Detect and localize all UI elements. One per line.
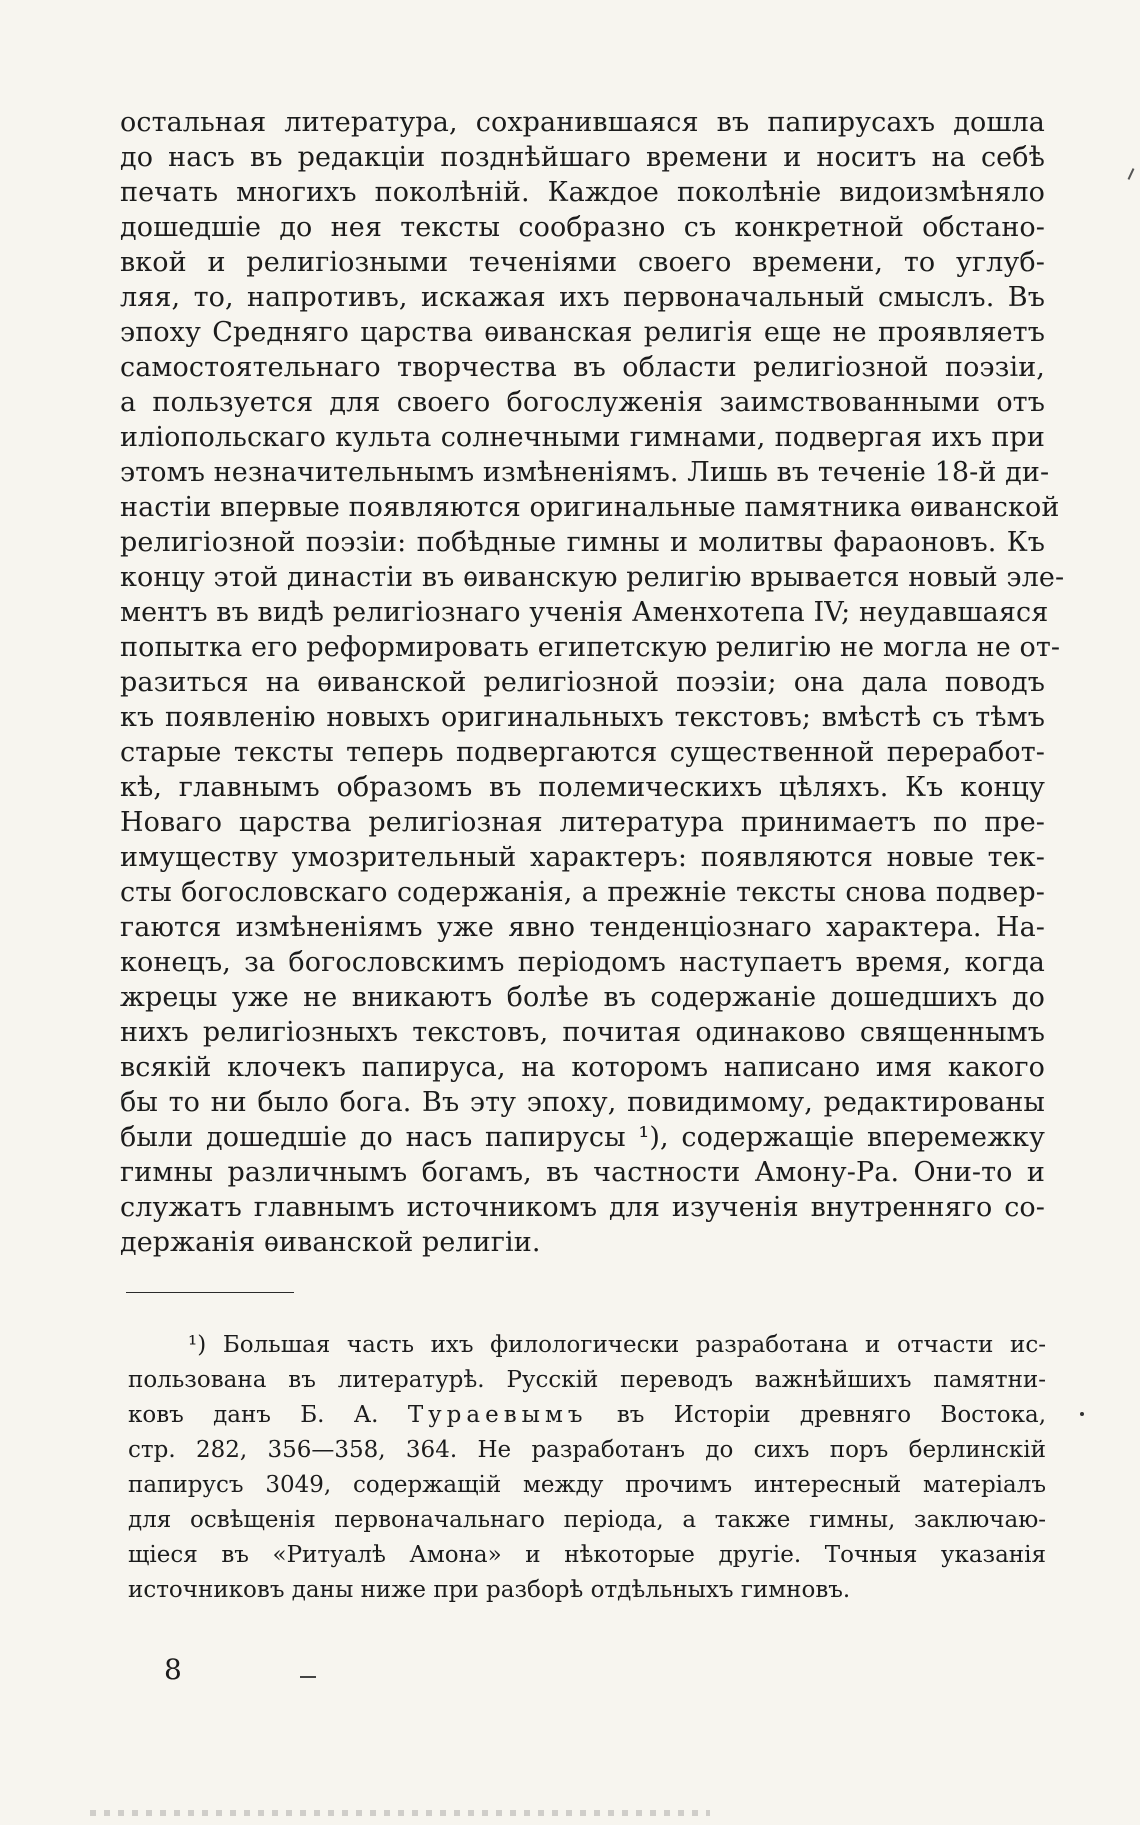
- text-line: служатъ главнымъ источникомъ для изученія внутренняго со-: [120, 1192, 1045, 1223]
- text-line: имуществу умозрительный характеръ: появляются новые тек-: [120, 842, 1045, 873]
- footnote-separator: [126, 1292, 294, 1293]
- text-line: сты богословскаго содержанія, а прежніе тексты снова подвер-: [120, 877, 1045, 908]
- text-line: ляя, то, напротивъ, искажая ихъ первоначальный смыслъ. Въ: [120, 282, 1045, 313]
- text-line: а пользуется для своего богослуженія заимствованными отъ: [120, 387, 1045, 418]
- text-line: кѣ, главнымъ образомъ въ полемическихъ цѣляхъ. Къ концу: [120, 772, 1045, 803]
- footnote-line-post: въ Исторіи древняго Востока,: [616, 1402, 1047, 1428]
- text-line: гимны различнымъ богамъ, въ частности Амону-Ра. Они-то и: [120, 1157, 1045, 1188]
- footnote-line-pre: ковъ данъ Б. А.: [128, 1402, 379, 1428]
- text-line: всякій клочекъ папируса, на которомъ написано имя какого: [120, 1052, 1045, 1083]
- text-line: конецъ, за богословскимъ періодомъ наступаетъ время, когда: [120, 947, 1045, 978]
- text-line: нихъ религіозныхъ текстовъ, почитая одинаково священнымъ: [120, 1017, 1045, 1048]
- text-line: Новаго царства религіозная литература принимаетъ по пре-: [120, 807, 1045, 838]
- text-line: этомъ незначительнымъ измѣненіямъ. Лишь въ теченіе 18-й ди-: [120, 457, 1050, 488]
- text-line: иліопольскаго культа солнечными гимнами, подвергая ихъ при: [120, 422, 1045, 453]
- text-line: настіи впервые появляются оригинальные памятника ѳиванской: [120, 492, 1060, 523]
- stray-mark: [300, 1676, 316, 1678]
- text-line: разиться на ѳиванской религіозной поэзіи; она дала поводъ: [120, 667, 1045, 698]
- main-text-block: [120, 105, 1065, 1260]
- text-line: гаются измѣненіямъ уже явно тенденціознаго характера. На-: [120, 912, 1045, 943]
- footnote-line: [128, 1398, 1046, 1433]
- text-line: бы то ни было бога. Въ эту эпоху, повидимому, редактированы: [120, 1087, 1045, 1118]
- text-line: остальная литература, сохранившаяся въ папирусахъ дошла: [120, 107, 1045, 138]
- footnote-line: папирусъ 3049, содержащій между прочимъ интересный матеріалъ: [128, 1472, 1046, 1498]
- footnote-line-last: источниковъ даны ниже при разборѣ отдѣльныхъ гимновъ.: [128, 1577, 851, 1603]
- text-line: концу этой династіи въ ѳиванскую религію врывается новый эле-: [120, 562, 1065, 593]
- footnote-line: для освѣщенія первоначальнаго періода, а также гимны, заключаю-: [128, 1507, 1046, 1533]
- footnote-line: щіеся въ «Ритуалѣ Амона» и нѣкоторые другіе. Точныя указанія: [128, 1542, 1046, 1568]
- text-line: до насъ въ редакціи позднѣйшаго времени и носитъ на себѣ: [120, 142, 1045, 173]
- text-line: попытка его реформировать египетскую религію не могла не от-: [120, 632, 1061, 663]
- ink-speck: [1080, 1412, 1084, 1416]
- footnote-line: ¹) Большая часть ихъ филологически разработана и отчасти ис-: [188, 1332, 1046, 1358]
- text-line: печать многихъ поколѣній. Каждое поколѣніе видоизмѣняло: [120, 177, 1045, 208]
- footnote-block: [128, 1328, 1046, 1608]
- text-line: старые тексты теперь подвергаются существенной переработ-: [120, 737, 1045, 768]
- text-line: эпоху Средняго царства ѳиванская религія еще не проявляетъ: [120, 317, 1045, 348]
- author-name-spaced: Тураевымъ: [407, 1402, 588, 1428]
- footnote-line: стр. 282, 356—358, 364. Не разработанъ до сихъ поръ берлинскій: [128, 1437, 1046, 1463]
- text-line: къ появленію новыхъ оригинальныхъ текстовъ; вмѣстѣ съ тѣмъ: [120, 702, 1045, 733]
- footnote-line: пользована въ литературѣ. Русскій переводъ важнѣйшихъ памятни-: [128, 1367, 1046, 1393]
- page-number: 8: [164, 1653, 182, 1686]
- text-line: вкой и религіозными теченіями своего времени, то углуб-: [120, 247, 1045, 278]
- text-line: были дошедшіе до насъ папирусы ¹), содержащіе вперемежку: [120, 1122, 1045, 1153]
- text-line: самостоятельнаго творчества въ области религіозной поэзіи,: [120, 352, 1045, 383]
- text-line: ментъ въ видѣ религіознаго ученія Аменхотепа IV; неудавшаяся: [120, 597, 1049, 628]
- text-line: дошедшіе до нея тексты сообразно съ конкретной обстано-: [120, 212, 1045, 243]
- text-line: религіозной поэзіи: побѣдные гимны и молитвы фараоновъ. Къ: [120, 527, 1045, 558]
- margin-mark: [1128, 168, 1135, 180]
- text-line-last: держанія ѳиванской религіи.: [120, 1227, 541, 1258]
- text-line: жрецы уже не вникаютъ болѣе въ содержаніе дошедшихъ до: [120, 982, 1045, 1013]
- scan-noise: [90, 1810, 710, 1816]
